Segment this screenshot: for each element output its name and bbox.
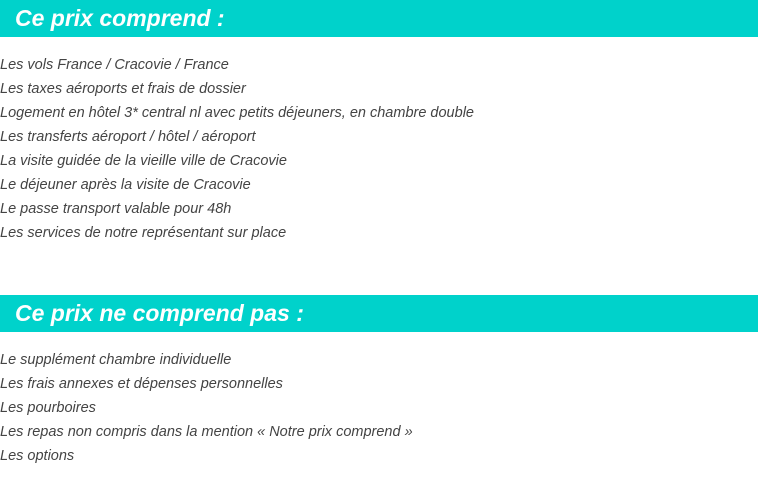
excluded-section-header: Ce prix ne comprend pas :	[0, 295, 758, 332]
list-item: Les services de notre représentant sur place	[0, 225, 287, 241]
list-item: Le passe transport valable pour 48h	[0, 201, 232, 217]
list-item: Les vols France / Cracovie / France	[0, 57, 229, 73]
list-item: Les repas non compris dans la mention « Notre prix comprend »	[0, 424, 413, 440]
list-item: Logement en hôtel 3* central nl avec petits déjeuners, en chambre double	[0, 105, 474, 121]
list-item: Les transferts aéroport / hôtel / aéroport	[0, 129, 256, 145]
list-item: Le supplément chambre individuelle	[0, 352, 232, 368]
excluded-list	[0, 348, 413, 468]
included-section-header: Ce prix comprend :	[0, 0, 758, 37]
list-item: Les taxes aéroports et frais de dossier	[0, 81, 246, 97]
list-item: Les options	[0, 448, 75, 464]
list-item: Le déjeuner après la visite de Cracovie	[0, 177, 251, 193]
list-item: La visite guidée de la vieille ville de Cracovie	[0, 153, 287, 169]
list-item: Les pourboires	[0, 400, 96, 416]
list-item: Les frais annexes et dépenses personnelles	[0, 376, 283, 392]
included-list	[0, 53, 474, 245]
